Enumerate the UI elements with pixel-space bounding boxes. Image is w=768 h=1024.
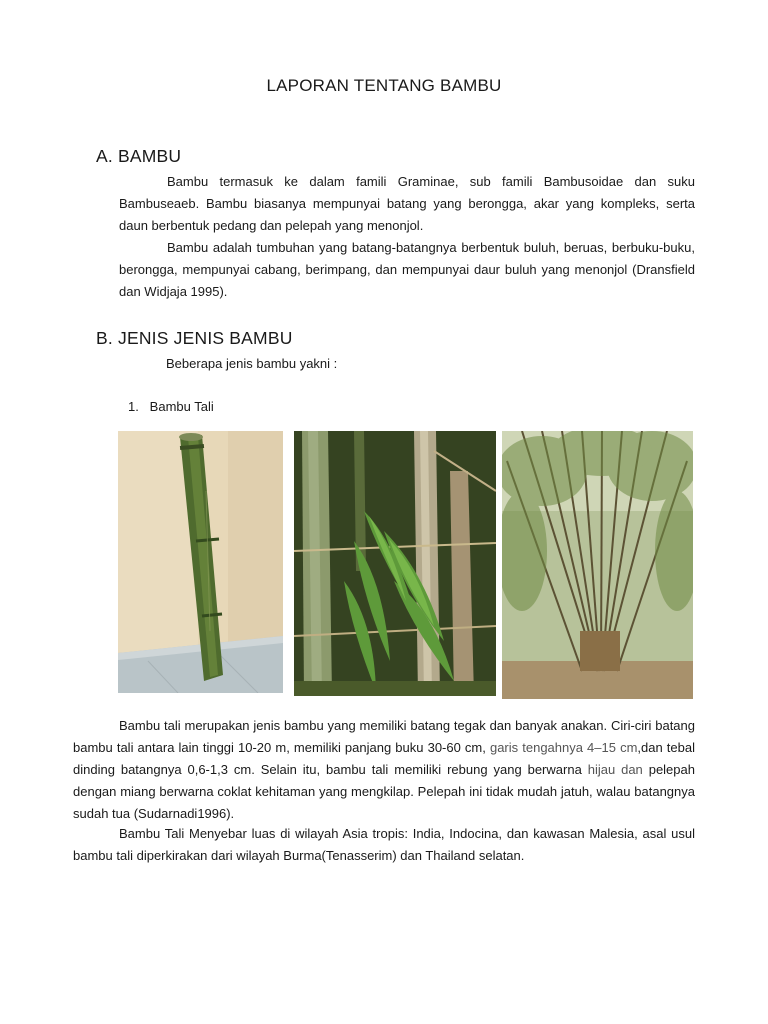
section-b-heading: B. JENIS JENIS BAMBU	[96, 328, 293, 348]
bamboo-stalk-photo	[118, 431, 283, 693]
page-title: LAPORAN TENTANG BAMBU	[266, 76, 502, 95]
bambu-tali-description	[73, 715, 695, 825]
bamboo-leaves-photo	[294, 431, 496, 696]
bamboo-clump-photo	[502, 431, 693, 699]
description-text-2: ,dan tebal dinding batangnya 0,6-1,3 cm. Selain itu, bambu tali memiliki rebung yang berwarna	[73, 740, 695, 777]
section-b-intro: Beberapa jenis bambu yakni :	[166, 356, 338, 371]
description-color-text: hijau dan	[587, 762, 643, 777]
description-diameter-text: garis tengahnya 4–15 cm	[489, 740, 638, 755]
section-a-paragraph-2: Bambu adalah tumbuhan yang batang-batangnya berbentuk buluh, beruas, berbuku-buku, berongga, mempunyai cabang, berimpang, dan mempunyai daur buluh yang menonjol (Dransfield dan Widjaja 1995).	[119, 240, 695, 299]
section-a-heading: A. BAMBU	[96, 146, 182, 166]
section-a-paragraph-1: Bambu termasuk ke dalam famili Graminae, sub famili Bambusoidae dan suku Bambuseaeb. Bambu biasanya mempunyai batang yang berongga, akar yang kompleks, serta daun berbentuk pedang dan pelepah yang menonjol.	[119, 174, 695, 233]
list-item-bambu-tali: 1. Bambu Tali	[128, 399, 214, 414]
description-text-3: pelepah dengan miang berwarna coklat kehitaman yang mengkilap. Pelepah ini tidak mudah jatuh, walau batangnya sudah tua (Sudarnadi1996).	[73, 762, 695, 821]
bambu-tali-distribution: Bambu Tali Menyebar luas di wilayah Asia tropis: India, Indocina, dan kawasan Malesia, asal usul bambu tali diperkirakan dari wilayah Burma(Tenasserim) dan Thailand selatan.	[73, 826, 695, 863]
description-text-1: Bambu tali merupakan jenis bambu yang memiliki batang tegak dan banyak anakan. Ciri-ciri batang bambu tali antara lain tinggi 10-20 m, memiliki panjang buku 30-60 cm,	[73, 718, 695, 755]
